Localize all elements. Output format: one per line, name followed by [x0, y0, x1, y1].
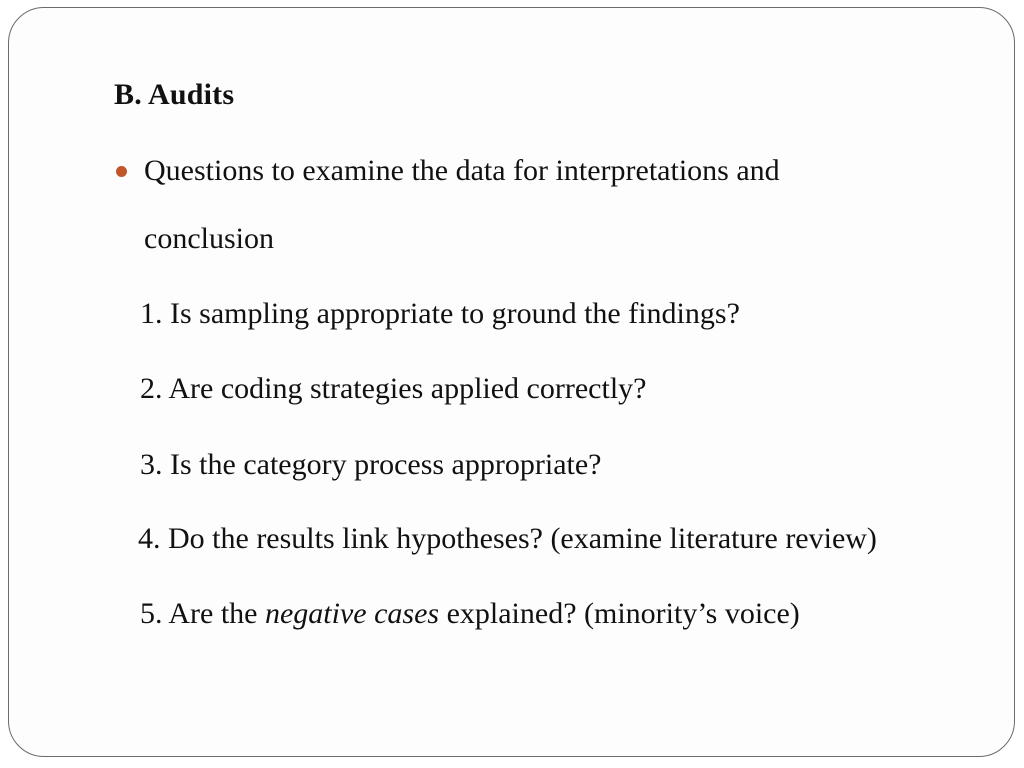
- list-item-5-emphasis: negative cases: [264, 597, 440, 630]
- list-item-3: 3. Is the category process appropriate?: [140, 448, 602, 481]
- bullet-dot-icon: [116, 166, 127, 177]
- list-item-4: 4. Do the results link hypotheses? (examine literature review): [138, 522, 877, 555]
- list-item-1: 1. Is sampling appropriate to ground the findings?: [140, 297, 740, 330]
- list-item-5-prefix: 5. Are the: [140, 597, 265, 630]
- list-item-5-suffix: explained? (minority’s voice): [439, 597, 800, 630]
- list-item-2: 2. Are coding strategies applied correctly?: [140, 372, 647, 405]
- bullet-text-line-2: conclusion: [144, 222, 274, 255]
- bullet-text-line-1: Questions to examine the data for interpretations and: [144, 154, 780, 187]
- slide-heading: B. Audits: [114, 78, 235, 111]
- list-item-5: [140, 597, 800, 631]
